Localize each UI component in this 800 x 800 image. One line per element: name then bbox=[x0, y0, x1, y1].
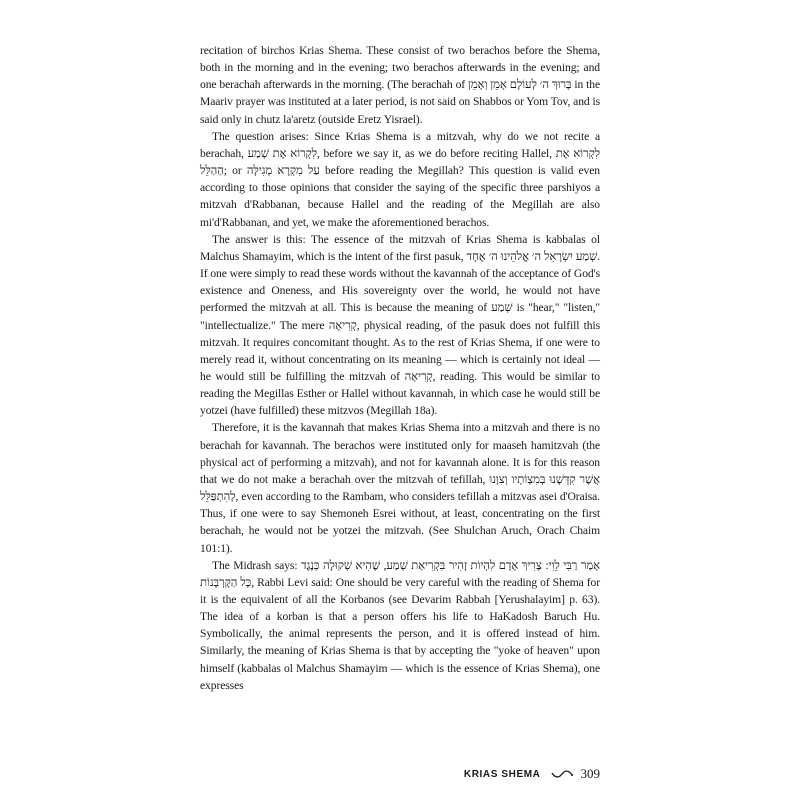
paragraph-3: The answer is this: The essence of the mitzvah of Krias Shema is kabbalas ol Malchus Shamayim, which is the intent of the first pasuk, שְׁמַע יִשְׂרָאֵל ה׳ אֱלֹהֵינוּ ה׳ אֶחָד. If one were simply to read these words without the kavannah of the acceptance of God's existence and Oneness, and His sovereignty over the world, he would not have performed the mitzvah at all. This is because the meaning of שְׁמַע is "hear," "listen," "intellectualize." The mere קְרִיאָה, physical reading, of the pasuk does not fulfill this mitzvah. It requires concomitant thought. As to the rest of Krias Shema, if one were to merely read it, without concentrating on its meaning — which is certainly not ideal — he would still be fulfilling the mitzvah of קְרִיאָה, reading. This would be similar to reading the Megillas Esther or Hallel without kavannah, in which case he would still be yotzei (have fulfilled) these mitzvos (Megillah 18a). bbox=[200, 232, 600, 418]
paragraph-1: recitation of birchos Krias Shema. These consist of two berachos before the Shema, both in the morning and in the evening; two berachos afterwards in the evening; and one berachah afterwards in the morning. (The berachah of בָּרוּךְ ה׳ לְעוֹלָם אָמֵן וְאָמֵן in the Maariv prayer was instituted at a later period, is not said on Shabbos or Yom Tov, and is said only in chutz la'aretz (outside Eretz Yisrael). bbox=[200, 44, 600, 126]
decorative-swash-icon bbox=[551, 769, 573, 779]
page-footer bbox=[452, 766, 600, 782]
body-text bbox=[200, 42, 600, 694]
paragraph-2: The question arises: Since Krias Shema is a mitzvah, why do we not recite a berachah, לִקְרוֹא אֶת שְׁמַע, before we say it, as we do before reciting Hallel, לִקְרוֹא אֶת הַהַלֵּל; or עַל מִקְרָא מְגִילָּה before reading the Megillah? This question is valid even according to those opinions that consider the saying of the specific three parshiyos a mitzvah d'Rabbanan, because Hallel and the reading of the Megillah are also mi'd'Rabbanan, and yet, we make the aforementioned berachos. bbox=[200, 129, 600, 229]
book-page bbox=[200, 0, 600, 800]
running-head: KRIAS SHEMA bbox=[463, 768, 541, 780]
paragraph-4: Therefore, it is the kavannah that makes Krias Shema into a mitzvah and there is no berachah for kavannah. The berachos were instituted only for maaseh hamitzvah (the physical act of performing a mitzvah), and not for kavannah alone. It is for this reason that we do not make a berachah over the mitzvah of tefillah, אֲשֶׁר קִדְּשָׁנוּ בְּמִצְוֹתָיו וְצִוָּנוּ לְהִתְפַּלֵּל, even according to the Rambam, who considers tefillah a mitzvas asei d'Oraisa. Thus, if one were to say Shemoneh Esrei without, at least, concentrating on the first berachah, he would not be yotzei the mitzvah. (See Shulchan Aruch, Orach Chaim 101:1). bbox=[200, 421, 600, 555]
page-number: 309 bbox=[580, 766, 600, 781]
paragraph-5: The Midrash says: אָמַר רַבִּי לֵוִי: צָרִיךְ אָדָם לִהְיוֹת זָהִיר בִּקְרִיאַת שְׁמַע, שֶׁהִיא שְׁקוּלָה כְּנֶגֶד כָּל הַקָּרְבָּנוֹת, Rabbi Levi said: One should be very careful with the reading of Shema for it is the equivalent of all the Korbanos (see Devarim Rabbah [Yerushalayim] p. 63). The idea of a korban is that a person offers his life to HaKadosh Baruch Hu. Symbolically, the animal represents the person, and it is offered instead of him. Similarly, the meaning of Krias Shema is that by accepting the "yoke of heaven" upon himself (kabbalas ol Malchus Shamayim — which is the essence of Krias Shema), one expresses bbox=[200, 558, 600, 692]
